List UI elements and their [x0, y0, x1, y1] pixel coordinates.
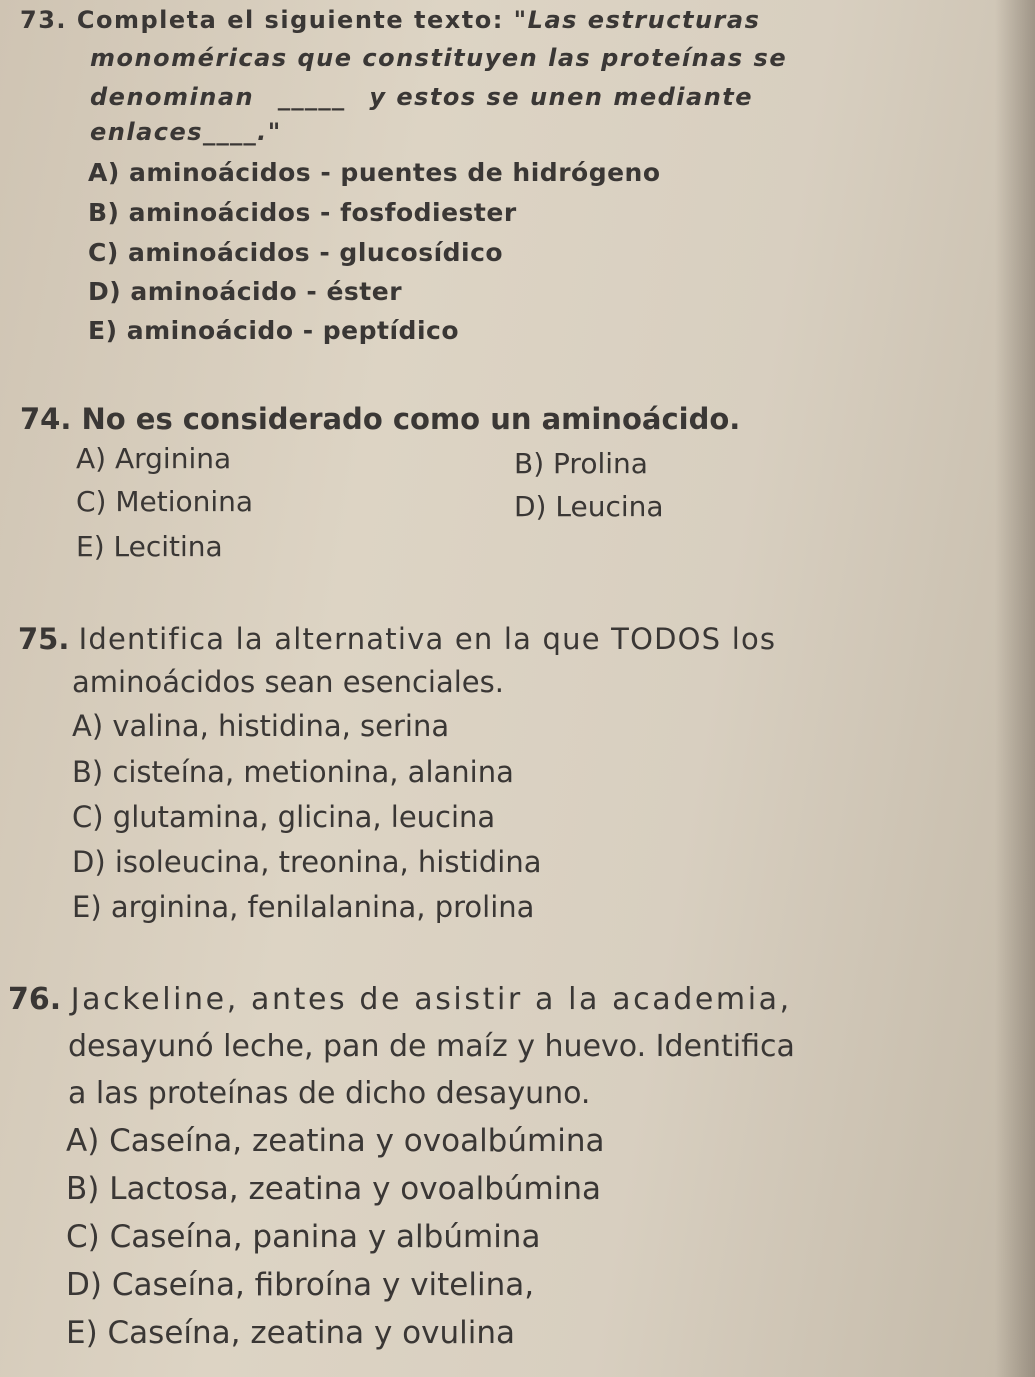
- q73-line-4-a: enlaces: [90, 118, 204, 146]
- q73-option-d: D) aminoácido - éster: [88, 277, 403, 306]
- q75-option-a: A) valina, histidina, serina: [72, 709, 450, 743]
- q74-option-c: C) Metionina: [76, 485, 254, 518]
- q73-blank-1: _____: [278, 83, 346, 111]
- q75-stem-line-1: [18, 622, 777, 656]
- q74-text: No es considerado como un aminoácido.: [81, 402, 741, 436]
- q73-option-a: A) aminoácidos - puentes de hidrógeno: [88, 158, 661, 187]
- q76-stem-line-2: desayunó leche, pan de maíz y huevo. Identifica: [68, 1029, 795, 1064]
- q73-option-c: C) aminoácidos - glucosídico: [88, 238, 504, 267]
- q73-blank-2: ____: [203, 118, 258, 146]
- q73-line-2-text: monoméricas que constituyen las proteínas se: [90, 44, 788, 72]
- q73-number: 73.: [20, 6, 68, 34]
- q73-line-3-b: y estos se unen mediante: [369, 83, 754, 111]
- q73-line-3: [90, 85, 753, 109]
- q76-option-a: A) Caseína, zeatina y ovoalbúmina: [66, 1123, 605, 1159]
- q74-option-b: B) Prolina: [514, 447, 648, 480]
- q73-line-4: [90, 120, 282, 144]
- page-edge-shadow: [995, 0, 1035, 1377]
- q73-line-2: [90, 46, 787, 70]
- q74-stem: [20, 402, 741, 436]
- q74-option-e: E) Lecitina: [76, 530, 223, 563]
- q75-option-c: C) glutamina, glicina, leucina: [72, 800, 496, 834]
- q73-line-1: [20, 8, 760, 32]
- q73-quote-start: Las estructuras: [527, 6, 761, 34]
- q74-number: 74.: [20, 402, 72, 436]
- q76-option-c: C) Caseína, panina y albúmina: [66, 1219, 541, 1255]
- q75-option-e: E) arginina, fenilalanina, prolina: [72, 890, 535, 924]
- q76-stem-line-1: [8, 982, 792, 1017]
- q73-intro: Completa el siguiente texto: ": [76, 6, 528, 34]
- q73-option-e: E) aminoácido - peptídico: [88, 316, 460, 345]
- q75-option-d: D) isoleucina, treonina, histidina: [72, 845, 542, 879]
- q73-option-b: B) aminoácidos - fosfodiester: [88, 198, 517, 227]
- q76-option-b: B) Lactosa, zeatina y ovoalbúmina: [66, 1171, 601, 1207]
- q75-option-b: B) cisteína, metionina, alanina: [72, 755, 514, 789]
- q76-line-1: Jackeline, antes de asistir a la academia,: [70, 982, 792, 1017]
- q74-option-d: D) Leucina: [514, 490, 664, 523]
- q76-stem-line-3: a las proteínas de dicho desayuno.: [68, 1076, 591, 1111]
- q76-number: 76.: [8, 982, 62, 1017]
- q74-option-a: A) Arginina: [76, 442, 232, 475]
- q75-line-1: Identifica la alternativa en la que TODOS los: [78, 622, 777, 656]
- q75-number: 75.: [18, 622, 70, 656]
- q76-option-e: E) Caseína, zeatina y ovulina: [66, 1315, 516, 1351]
- q73-line-4-b: .": [257, 118, 282, 146]
- q75-stem-line-2: aminoácidos sean esenciales.: [72, 665, 504, 699]
- q73-line-3-a: denominan: [90, 83, 255, 111]
- q76-option-d: D) Caseína, fibroína y vitelina,: [66, 1267, 535, 1303]
